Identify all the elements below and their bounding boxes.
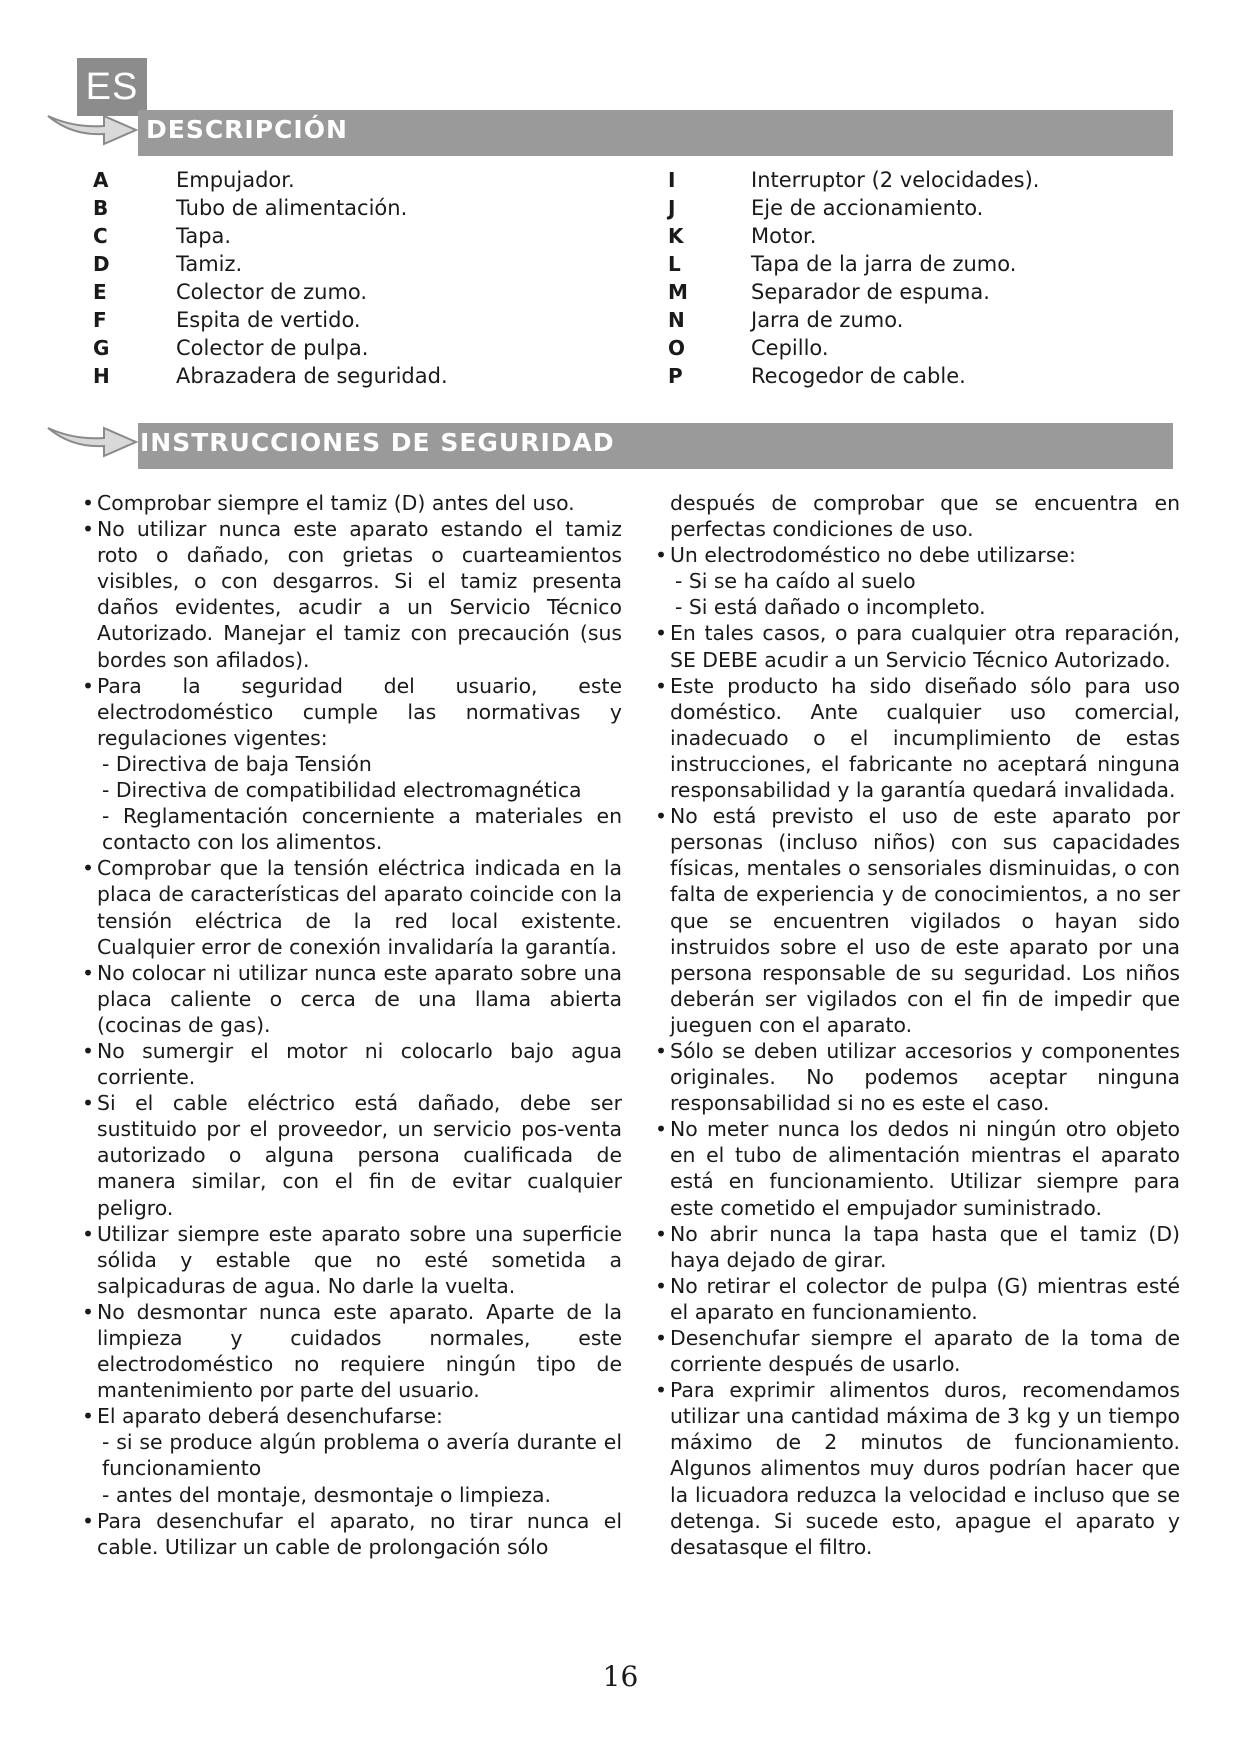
item-letter: I — [668, 168, 676, 192]
list-item — [668, 362, 1039, 390]
safety-sub-item: - Directiva de compatibilidad electromagnética — [102, 778, 582, 803]
safety-bullet: • Desenchufar siempre el aparato de la toma de corriente después de usarlo. — [655, 1325, 1180, 1377]
item-text: Tapa. — [176, 224, 232, 248]
item-letter: M — [668, 280, 688, 304]
list-item — [668, 250, 1039, 278]
list-item — [668, 334, 1039, 362]
list-item — [93, 306, 448, 334]
item-letter: P — [668, 364, 683, 388]
safety-sub-item: - Directiva de baja Tensión — [102, 751, 372, 776]
item-text: Colector de zumo. — [176, 280, 368, 304]
safety-bullet: • Si el cable eléctrico está dañado, debe ser sustituido por el proveedor, un servicio pos-venta autorizado o alguna persona cualificada de manera similar, con el fin de evitar cualquier peligro. — [82, 1090, 622, 1220]
safety-bullet: • Un electrodoméstico no debe utilizarse: — [655, 542, 1180, 568]
description-list-right — [668, 166, 1039, 390]
safety-column-right — [655, 490, 1180, 1560]
item-letter: J — [668, 196, 676, 220]
safety-sub-item: - antes del montaje, desmontaje o limpieza. — [102, 1482, 552, 1507]
item-letter: H — [93, 364, 110, 388]
item-letter: A — [93, 168, 109, 192]
item-text: Tamiz. — [176, 252, 243, 276]
item-letter: E — [93, 280, 107, 304]
safety-bullet: • No desmontar nunca este aparato. Aparte de la limpieza y cuidados normales, este electrodoméstico no requiere ningún tipo de mantenimiento por parte del usuario. — [82, 1299, 622, 1403]
safety-bullet: • No está previsto el uso de este aparato por personas (incluso niños) con sus capacidades físicas, mentales o sensoriales disminuidas, o con falta de experiencia y de conocimientos, a no ser que se encuentren vigilados o hayan sido instruidos sobre el uso de este aparato por una persona responsable de su seguridad. Los niños deberán ser vigilados con el fin de impedir que jueguen con el aparato. — [655, 803, 1180, 1038]
list-item — [93, 222, 448, 250]
list-item — [93, 362, 448, 390]
safety-bullet: • Este producto ha sido diseñado sólo para uso doméstico. Ante cualquier uso comercial, inadecuado o el incumplimiento de estas instrucciones, el fabricante no aceptará ninguna responsabilidad y la garantía quedará invalidada. — [655, 673, 1180, 803]
safety-bullet: • No sumergir el motor ni colocarlo bajo agua corriente. — [82, 1038, 622, 1090]
safety-bullet: • El aparato deberá desenchufarse: — [82, 1403, 622, 1429]
list-item — [668, 166, 1039, 194]
item-text: Recogedor de cable. — [751, 364, 966, 388]
safety-bullet: • Comprobar siempre el tamiz (D) antes del uso. — [82, 490, 622, 516]
list-item — [93, 334, 448, 362]
safety-bullet: • No retirar el colector de pulpa (G) mientras esté el aparato en funcionamiento. — [655, 1273, 1180, 1325]
page-number: 16 — [602, 1660, 639, 1693]
item-text: Tubo de alimentación. — [176, 196, 408, 220]
item-letter: C — [93, 224, 108, 248]
item-text: Separador de espuma. — [751, 280, 990, 304]
safety-bullet: • Comprobar que la tensión eléctrica indicada en la placa de características del aparato coincide con la tensión eléctrica de la red local existente. Cualquier error de conexión invalidaría la garantía. — [82, 855, 622, 959]
arrow-icon — [44, 106, 144, 148]
item-text: Eje de accionamiento. — [751, 196, 984, 220]
description-list-left — [93, 166, 448, 390]
safety-bullet: • No utilizar nunca este aparato estando el tamiz roto o dañado, con grietas o cuarteamientos visibles, o con desgarros. Si el tamiz presenta daños evidentes, acudir a un Servicio Técnico Autorizado. Manejar el tamiz con precaución (sus bordes son afilados). — [82, 516, 622, 673]
item-letter: N — [668, 308, 685, 332]
safety-bullet: • En tales casos, o para cualquier otra reparación, SE DEBE acudir a un Servicio Técnico Autorizado. — [655, 620, 1180, 672]
list-item — [93, 250, 448, 278]
item-text: Colector de pulpa. — [176, 336, 369, 360]
safety-bullet: • Utilizar siempre este aparato sobre una superficie sólida y estable que no esté sometida a salpicaduras de agua. No darle la vuelta. — [82, 1221, 622, 1299]
safety-bullet: • Para la seguridad del usuario, este electrodoméstico cumple las normativas y regulaciones vigentes: — [82, 673, 622, 751]
list-item — [93, 166, 448, 194]
safety-sub-item: - Reglamentación concerniente a materiales en contacto con los alimentos. — [102, 804, 622, 855]
item-text: Interruptor (2 velocidades). — [751, 168, 1040, 192]
item-letter: B — [93, 196, 109, 220]
item-letter: O — [668, 336, 686, 360]
item-letter: F — [93, 308, 107, 332]
list-item — [668, 194, 1039, 222]
item-letter: L — [668, 252, 681, 276]
item-letter: G — [93, 336, 110, 360]
safety-bullet: • Sólo se deben utilizar accesorios y componentes originales. No podemos aceptar ninguna responsabilidad si no es este el caso. — [655, 1038, 1180, 1116]
item-text: Motor. — [751, 224, 817, 248]
safety-continuation: después de comprobar que se encuentra en perfectas condiciones de uso. — [670, 491, 1180, 542]
item-text: Tapa de la jarra de zumo. — [751, 252, 1017, 276]
safety-sub-item: - Si se ha caído al suelo — [675, 569, 916, 594]
list-item — [668, 306, 1039, 334]
safety-bullet: • No abrir nunca la tapa hasta que el tamiz (D) haya dejado de girar. — [655, 1221, 1180, 1273]
arrow-icon — [44, 418, 144, 460]
list-item — [93, 278, 448, 306]
item-letter: D — [93, 252, 110, 276]
description-title: DESCRIPCIÓN — [146, 115, 348, 144]
item-text: Abrazadera de seguridad. — [176, 364, 448, 388]
item-text: Empujador. — [176, 168, 295, 192]
language-tab: ES — [77, 58, 147, 116]
list-item — [668, 222, 1039, 250]
safety-bullet: • No colocar ni utilizar nunca este aparato sobre una placa caliente o cerca de una llama abierta (cocinas de gas). — [82, 960, 622, 1038]
item-text: Espita de vertido. — [176, 308, 361, 332]
item-text: Jarra de zumo. — [751, 308, 904, 332]
safety-title: INSTRUCCIONES DE SEGURIDAD — [140, 428, 615, 457]
safety-bullet: • Para desenchufar el aparato, no tirar nunca el cable. Utilizar un cable de prolongación sólo — [82, 1508, 622, 1560]
list-item — [93, 194, 448, 222]
list-item — [668, 278, 1039, 306]
safety-bullet: • No meter nunca los dedos ni ningún otro objeto en el tubo de alimentación mientras el aparato está en funcionamiento. Utilizar siempre para este cometido el empujador suministrado. — [655, 1116, 1180, 1220]
safety-bullet: • Para exprimir alimentos duros, recomendamos utilizar una cantidad máxima de 3 kg y un tiempo máximo de 2 minutos de funcionamiento. Algunos alimentos muy duros podrían hacer que la licuadora reduzca la velocidad e incluso que se detenga. Si sucede esto, apague el aparato y desatasque el filtro. — [655, 1377, 1180, 1560]
item-letter: K — [668, 224, 684, 248]
safety-column-left — [82, 490, 622, 1560]
safety-sub-item: - si se produce algún problema o avería durante el funcionamiento — [102, 1430, 622, 1481]
item-text: Cepillo. — [751, 336, 829, 360]
safety-sub-item: - Si está dañado o incompleto. — [675, 595, 986, 620]
